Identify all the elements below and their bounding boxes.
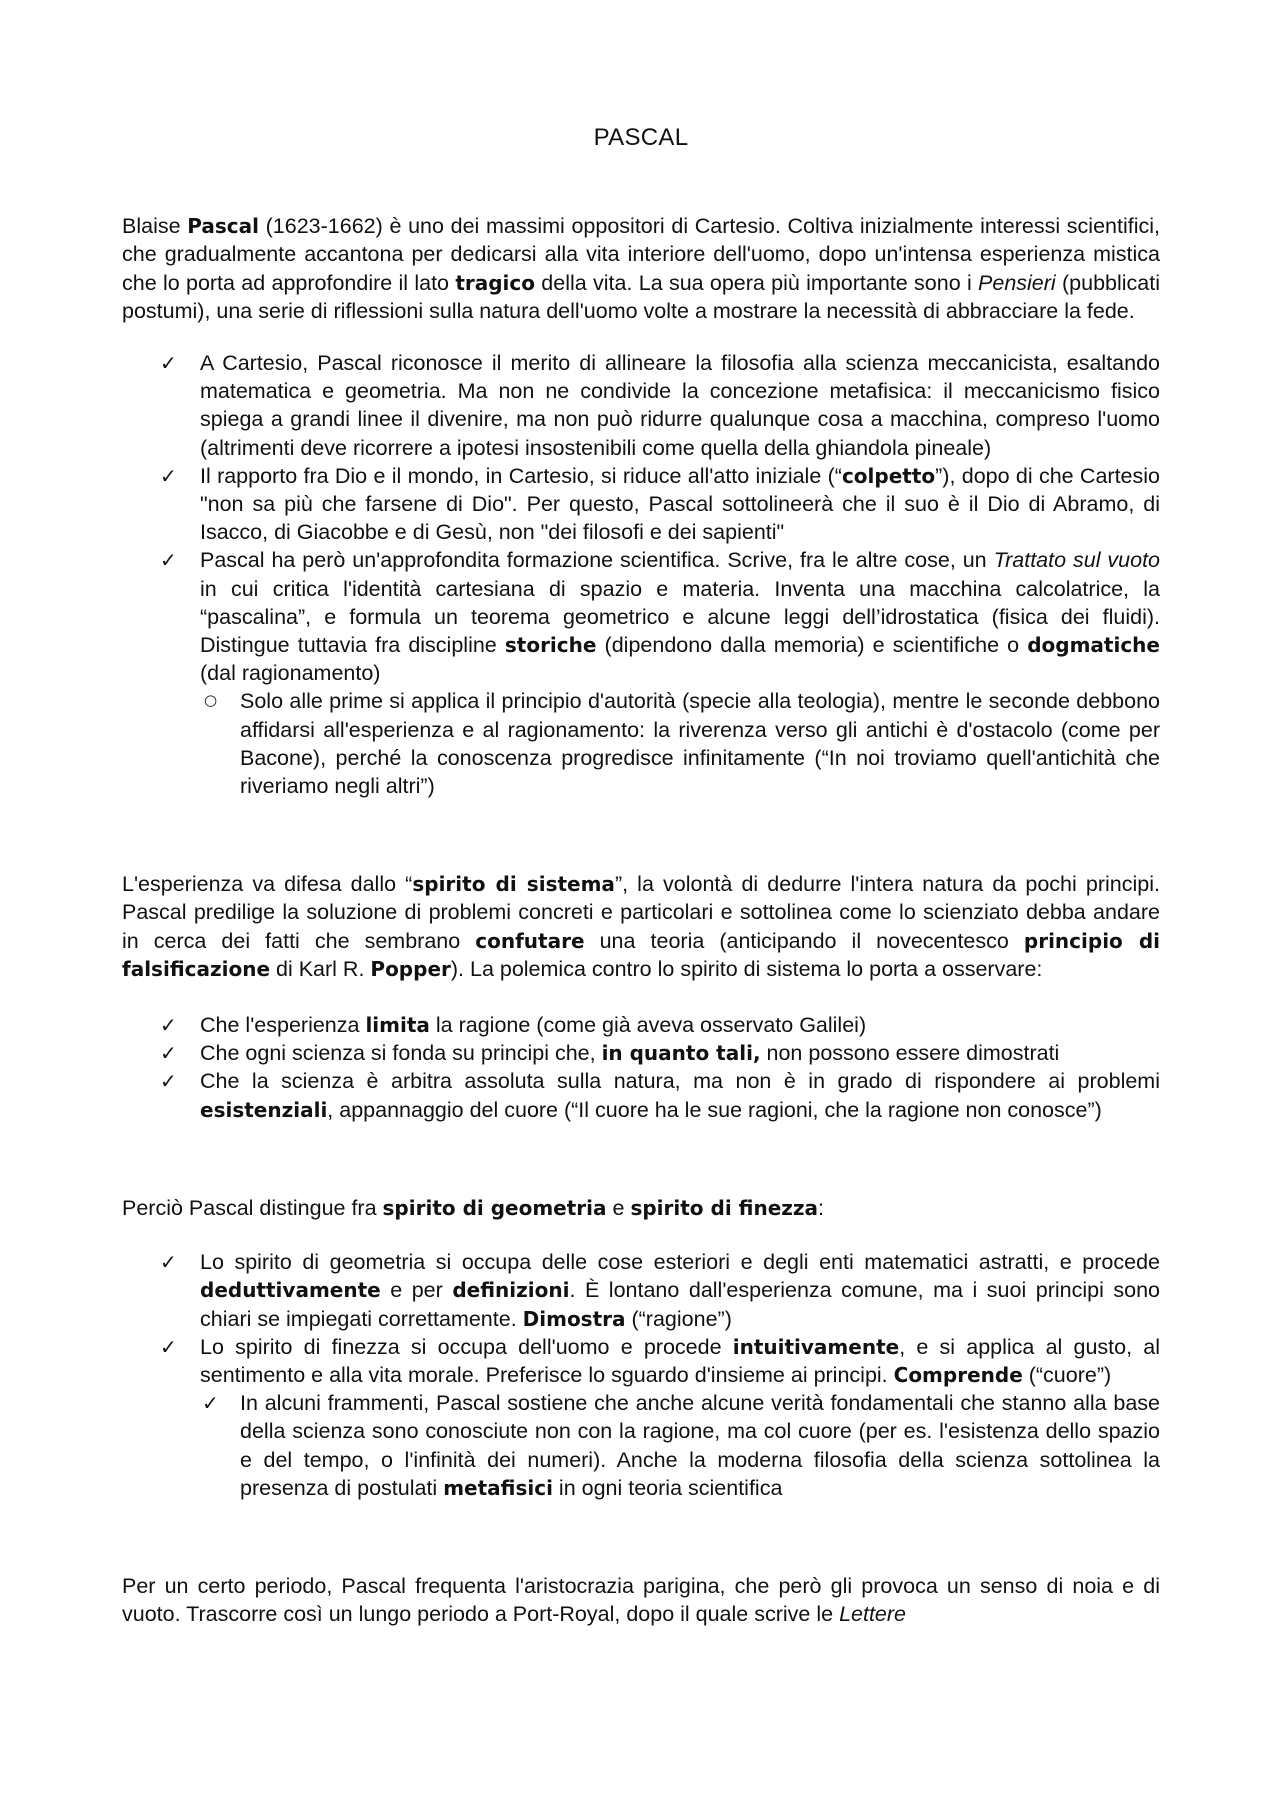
spirito-finezza-paragraph: Perciò Pascal distingue fra spirito di geometria e spirito di finezza: — [122, 1195, 825, 1220]
circle-bullet-icon: ○ — [204, 691, 218, 710]
list-item: ✓ A Cartesio, Pascal riconosce il merito di allineare la filosofia alla scienza meccanicista, esaltando matematica e geometria. Ma non ne condivide la concezione metafisica: il meccanicismo fisico spiega a grandi linee il divenire, ma non può ridurre qualunque cosa a macchina, compreso l'uomo (altrimenti deve ricorrere a ipotesi insostenibili come quella della ghiandola pineale) — [160, 351, 1160, 460]
check-icon: ✓ — [160, 548, 177, 573]
port-royal-paragraph: Per un certo periodo, Pascal frequenta l'aristocrazia parigina, che però gli provoca un senso di noia e di vuoto. Trascorre così un lungo periodo a Port-Royal, dopo il quale scrive le Lettere — [122, 1573, 1160, 1627]
sub-list-item: ○ Solo alle prime si applica il principio d'autorità (specie alla teologia), mentre le seconde debbono affidarsi all'esperienza e al ragionamento: la riverenza verso gli antichi è d'ostacolo (come per Bacone), perché la conoscenza progredisce infinitamente (“In noi troviamo quell'antichità che riveriamo negli altri”) — [240, 687, 1160, 800]
list-item: ✓ Che ogni scienza si fonda su principi che, in quanto tali, non possono essere dimostrati — [200, 1039, 1160, 1067]
spiriti-list — [122, 1248, 1160, 1502]
page-title: PASCAL — [593, 124, 689, 151]
cartesio-list — [122, 349, 1160, 800]
check-icon: ✓ — [160, 1069, 177, 1094]
check-icon: ✓ — [202, 1391, 219, 1416]
check-icon: ✓ — [160, 351, 177, 376]
list-item: ✓ Che la scienza è arbitra assoluta sulla natura, ma non è in grado di rispondere ai problemi esistenziali, appannaggio del cuore (“Il cuore ha le sue ragioni, che la ragione non conosce”) — [160, 1069, 1160, 1122]
osservazioni-list — [122, 1011, 1160, 1124]
list-item: ✓ Che l'esperienza limita la ragione (come già aveva osservato Galilei) — [200, 1011, 1160, 1039]
spirito-sistema-paragraph: L'esperienza va difesa dallo “spirito di sistema”, la volontà di dedurre l'intera natura da pochi principi. Pascal predilige la soluzione di problemi concreti e particolari e sottolinea come lo scienziato debba andare in cerca dei fatti che sembrano confutare una teoria (anticipando il novecentesco principio di falsificazione di Karl R. Popper). La polemica contro lo spirito di sistema lo porta a osservare: — [122, 872, 1161, 981]
list-item: ✓ Lo spirito di geometria si occupa delle cose esteriori e degli enti matematici astratti, e procede deduttivamente e per definizioni. È lontano dall'esperienza comune, ma i suoi principi sono chiari se impiegati correttamente. Dimostra (“ragione”) — [160, 1250, 1160, 1331]
check-icon: ✓ — [160, 1041, 177, 1066]
intro-paragraph: Blaise Pascal (1623-1662) è uno dei massimi oppositori di Cartesio. Coltiva inizialmente interessi scientifici, che gradualmente accantona per dedicarsi alla vita interiore dell'uomo, dopo un'intensa esperienza mistica che lo porta ad approfondire il lato tragico della vita. La sua opera più importante sono i Pensieri (pubblicati postumi), una serie di riflessioni sulla natura dell'uomo volte a mostrare la necessità di abbracciare la fede. — [122, 214, 1160, 323]
check-icon: ✓ — [160, 1250, 177, 1275]
check-icon: ✓ — [160, 1334, 177, 1359]
list-item: ✓ Lo spirito di finezza si occupa dell'uomo e procede intuitivamente, e si applica al gusto, al sentimento e alla vita morale. Preferisce lo sguardo d'insieme ai principi. Comprende (“cuore”) ✓ In alcuni frammenti, Pascal sostiene che anche alcune verità fondamentali che stanno alla base della scienza sono conosciute non con la ragione, ma col cuore (per es. l'esistenza dello spazio e del tempo, o l'infinità dei numeri). Anche la moderna filosofia della scienza sottolinea la presenza di postulati metafisici in ogni teoria scientifica — [200, 1333, 1160, 1502]
sub-list — [200, 1389, 1160, 1502]
sub-list — [200, 687, 1160, 800]
list-item: ✓ Pascal ha però un'approfondita formazione scientifica. Scrive, fra le altre cose, un Trattato sul vuoto in cui critica l'identità cartesiana di spazio e materia. Inventa una macchina calcolatrice, la “pascalina”, e formula un teorema geometrico e alcune leggi dell’idrostatica (fisica dei fluidi). Distingue tuttavia fra discipline storiche (dipendono dalla memoria) e scientifiche o dogmatiche (dal ragionamento) ○ Solo alle prime si applica il principio d'autorità (specie alla teologia), mentre le seconde debbono affidarsi all'esperienza e al ragionamento: la riverenza verso gli antichi è d'ostacolo (come per Bacone), perché la conoscenza progredisce infinitamente (“In noi troviamo quell'antichità che riveriamo negli altri”) — [200, 546, 1160, 800]
list-item: ✓ Il rapporto fra Dio e il mondo, in Cartesio, si riduce all'atto iniziale (“colpetto”), dopo di che Cartesio "non sa più che farsene di Dio". Per questo, Pascal sottolineerà che il suo è il Dio di Abramo, di Isacco, di Giacobbe e di Gesù, non "dei filosofi e dei sapienti" — [160, 463, 1160, 545]
check-icon: ✓ — [160, 463, 177, 488]
sub-list-item: ✓ In alcuni frammenti, Pascal sostiene che anche alcune verità fondamentali che stanno alla base della scienza sono conosciute non con la ragione, ma col cuore (per es. l'esistenza dello spazio e del tempo, o l'infinità dei numeri). Anche la moderna filosofia della scienza sottolinea la presenza di postulati metafisici in ogni teoria scientifica — [202, 1391, 1160, 1500]
check-icon: ✓ — [160, 1013, 177, 1038]
